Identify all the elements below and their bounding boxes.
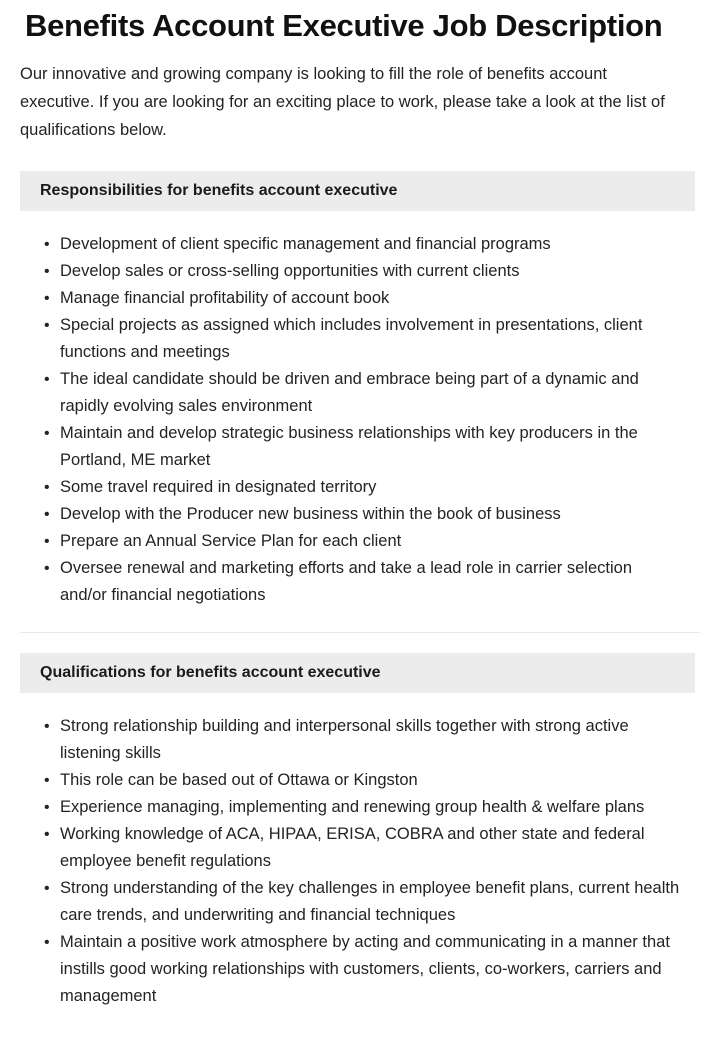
list-item: • This role can be based out of Ottawa or Kingston	[44, 767, 680, 794]
list-item: • Develop sales or cross-selling opportunities with current clients	[44, 258, 680, 285]
list-item: • Experience managing, implementing and renewing group health & welfare plans	[44, 794, 680, 821]
list-item: • Strong understanding of the key challenges in employee benefit plans, current health care trends, and underwriting and financial techniques	[44, 875, 680, 929]
list-item: • Maintain and develop strategic business relationships with key producers in the Portland, ME market	[44, 420, 680, 474]
list-item: • The ideal candidate should be driven and embrace being part of a dynamic and rapidly evolving sales environment	[44, 366, 680, 420]
list-item: • Development of client specific management and financial programs	[44, 231, 680, 258]
list-item: • Prepare an Annual Service Plan for each client	[44, 528, 680, 555]
section-divider	[20, 632, 700, 633]
section-header-qualifications: Qualifications for benefits account executive	[20, 653, 695, 693]
list-item: • Strong relationship building and interpersonal skills together with strong active listening skills	[44, 713, 680, 767]
list-item: • Develop with the Producer new business within the book of business	[44, 501, 680, 528]
list-item: • Working knowledge of ACA, HIPAA, ERISA, COBRA and other state and federal employee benefit regulations	[44, 821, 680, 875]
section-responsibilities	[0, 171, 720, 609]
list-item: • Special projects as assigned which includes involvement in presentations, client functions and meetings	[44, 312, 680, 366]
list-item: • Maintain a positive work atmosphere by acting and communicating in a manner that instills good working relationships with customers, clients, co-workers, carriers and management	[44, 929, 680, 1010]
responsibilities-list	[0, 211, 720, 609]
bottom-spacer	[0, 1010, 720, 1044]
section-header-responsibilities: Responsibilities for benefits account executive	[20, 171, 695, 211]
section-qualifications	[0, 653, 720, 1010]
qualifications-list	[0, 693, 720, 1010]
list-item: • Manage financial profitability of account book	[44, 285, 680, 312]
list-item: • Oversee renewal and marketing efforts and take a lead role in carrier selection and/or financial negotiations	[44, 555, 680, 609]
list-item: • Some travel required in designated territory	[44, 474, 680, 501]
intro-paragraph: Our innovative and growing company is looking to fill the role of benefits account executive. If you are looking for an exciting place to work, please take a look at the list of qualifications below.	[20, 65, 665, 139]
page-title: Benefits Account Executive Job Description	[25, 8, 663, 43]
